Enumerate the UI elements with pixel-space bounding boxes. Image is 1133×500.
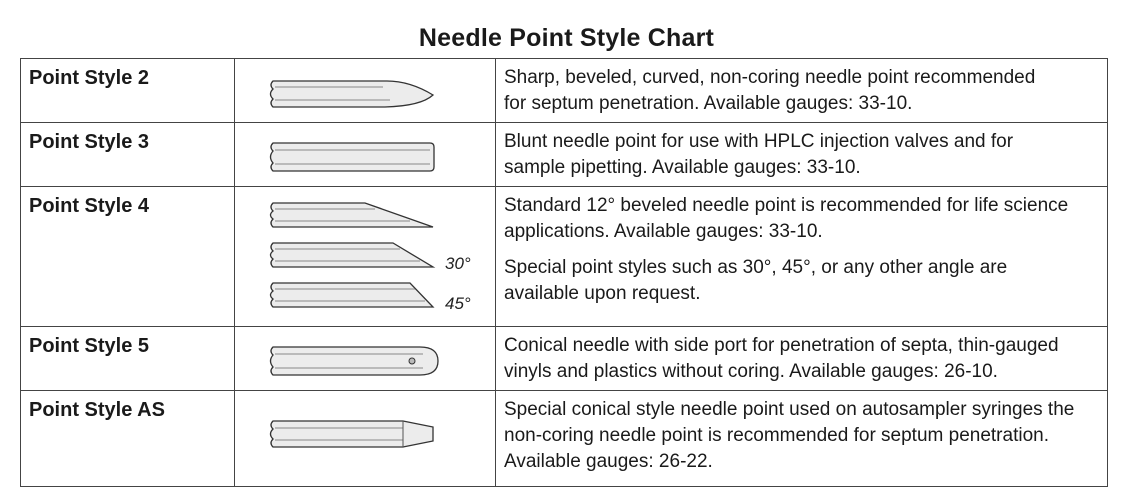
description-line: Special point styles such as 30°, 45°, or any other angle are	[504, 257, 1008, 278]
point-style-description	[496, 59, 1108, 123]
conical-side-port-needle-icon	[235, 327, 496, 391]
angle-label-30: 30°	[445, 254, 471, 273]
description-line: for septum penetration. Available gauges: 33-10.	[504, 93, 913, 114]
description-line: Available gauges: 26-22.	[504, 451, 713, 472]
description-line: vinyls and plastics without coring. Available gauges: 26-10.	[504, 361, 998, 382]
special-angle-note	[504, 255, 1099, 307]
point-style-description	[496, 123, 1108, 187]
table-row	[21, 59, 1108, 123]
beveled-curved-needle-icon	[235, 59, 496, 123]
angle-label-45: 45°	[445, 294, 471, 313]
description-line: Standard 12° beveled needle point is recommended for life science	[504, 195, 1069, 216]
table-row	[21, 327, 1108, 391]
point-style-label: Point Style 5	[21, 327, 235, 391]
description-line: sample pipetting. Available gauges: 33-10.	[504, 157, 861, 178]
description-line: non-coring needle point is recommended for septum penetration.	[504, 425, 1049, 446]
description-line: applications. Available gauges: 33-10.	[504, 221, 823, 242]
point-style-table	[20, 58, 1108, 487]
table-row	[21, 391, 1108, 487]
description-line: Special conical style needle point used on autosampler syringes the	[504, 399, 1075, 420]
description-line: Blunt needle point for use with HPLC injection valves and for	[504, 131, 1014, 152]
description-line: Sharp, beveled, curved, non-coring needle point recommended	[504, 67, 1036, 88]
blunt-needle-icon	[235, 123, 496, 187]
chart-title: Needle Point Style Chart	[418, 24, 715, 52]
beveled-needle-icon	[235, 187, 496, 327]
description-line: available upon request.	[504, 283, 701, 304]
point-style-label: Point Style AS	[21, 391, 235, 487]
description-line: Conical needle with side port for penetration of septa, thin-gauged	[504, 335, 1059, 356]
point-style-label: Point Style 3	[21, 123, 235, 187]
table-row	[21, 123, 1108, 187]
point-style-description	[496, 187, 1108, 327]
autosampler-conical-needle-icon	[235, 391, 496, 487]
table-row	[21, 187, 1108, 327]
point-style-description	[496, 327, 1108, 391]
point-style-label: Point Style 2	[21, 59, 235, 123]
point-style-description	[496, 391, 1108, 487]
point-style-label: Point Style 4	[21, 187, 235, 327]
